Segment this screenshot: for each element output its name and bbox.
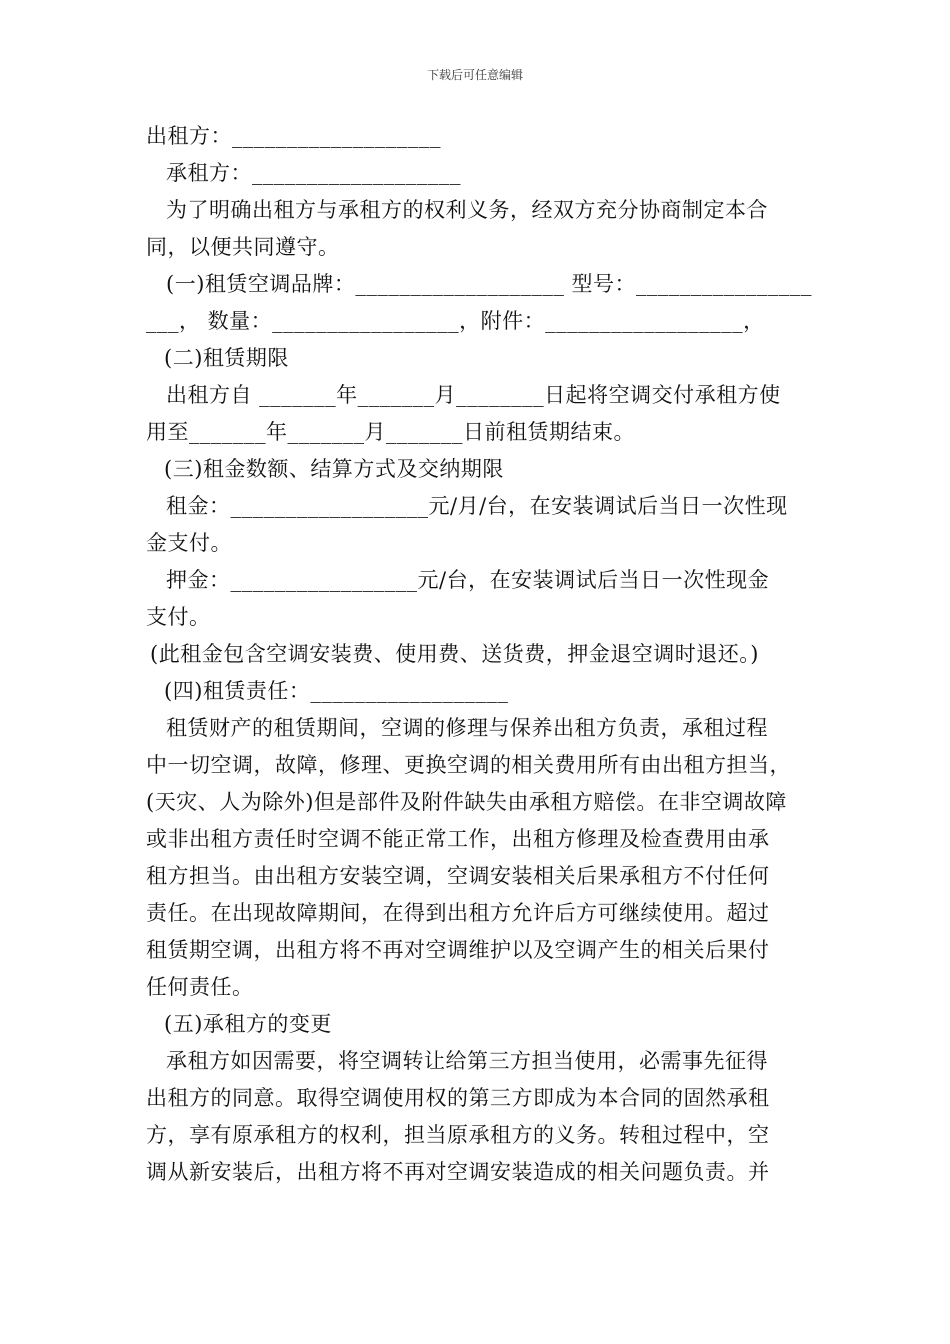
- rent-line: 租金：__________________元/月/台，在安装调试后当日一次性现: [166, 494, 788, 518]
- section-1-brand-line: (一)租赁空调品牌：___________________ 型号：________________: [166, 272, 813, 296]
- lessee-change-line: 出租方的同意。取得空调使用权的第三方即成为本合同的固然承租: [146, 1086, 770, 1110]
- deposit-line: 支付。: [146, 605, 211, 629]
- responsibility-line: 租赁期空调，出租方将不再对空调维护以及空调产生的相关后果付: [146, 938, 770, 962]
- contract-body: [146, 118, 813, 1191]
- section-2-heading: (二)租赁期限: [164, 346, 289, 370]
- responsibility-line: 租赁财产的租赁期间，空调的修理与保养出租方负责，承租过程: [166, 716, 768, 740]
- section-5-heading: (五)承租方的变更: [164, 1012, 332, 1036]
- lessee-change-line: 调从新安装后，出租方将不再对空调安装造成的相关问题负责。并: [146, 1160, 770, 1184]
- lessee-change-line: 方，享有原承租方的权利，担当原承租方的义务。转租过程中，空: [146, 1123, 770, 1147]
- section-4-heading: (四)租赁责任：__________________: [164, 679, 509, 703]
- rental-period-line: 出租方自 _______年_______月________日起将空调交付承租方使: [166, 383, 781, 407]
- lessor-line: 出租方：___________________: [146, 124, 441, 148]
- section-1-quantity-line: ___， 数量：_________________，附件：__________________，: [146, 309, 765, 333]
- responsibility-line: 租方担当。由出租方安装空调，空调安装相关后果承租方不付任何: [146, 864, 770, 888]
- section-3-heading: (三)租金数额、结算方式及交纳期限: [164, 457, 504, 481]
- responsibility-line: 或非出租方责任时空调不能正常工作，出租方修理及检查费用由承: [146, 827, 770, 851]
- responsibility-line: 中一切空调，故障，修理、更换空调的相关费用所有由出租方担当，: [146, 753, 791, 777]
- responsibility-line: (天灾、人为除外)但是部件及附件缺失由承租方赔偿。在非空调故障: [146, 790, 787, 814]
- page-header-note: 下载后可任意编辑: [426, 68, 523, 82]
- rent-note-line: (此租金包含空调安装费、使用费、送货费，押金退空调时退还。): [150, 642, 759, 666]
- paragraph-line: 同，以便共同遵守。: [146, 235, 340, 259]
- paragraph-line: 为了明确出租方与承租方的权利义务，经双方充分协商制定本合: [166, 198, 768, 222]
- responsibility-line: 任何责任。: [146, 975, 254, 999]
- rental-period-line: 用至_______年_______月_______日前租赁期结束。: [146, 420, 635, 444]
- rent-line: 金支付。: [146, 531, 232, 555]
- responsibility-line: 责任。在出现故障期间，在得到出租方允许后方可继续使用。超过: [146, 901, 770, 925]
- lessee-change-line: 承租方如因需要，将空调转让给第三方担当使用，必需事先征得: [166, 1049, 768, 1073]
- deposit-line: 押金：_________________元/台，在安装调试后当日一次性现金: [166, 568, 770, 592]
- lessee-line: 承租方：___________________: [166, 161, 461, 185]
